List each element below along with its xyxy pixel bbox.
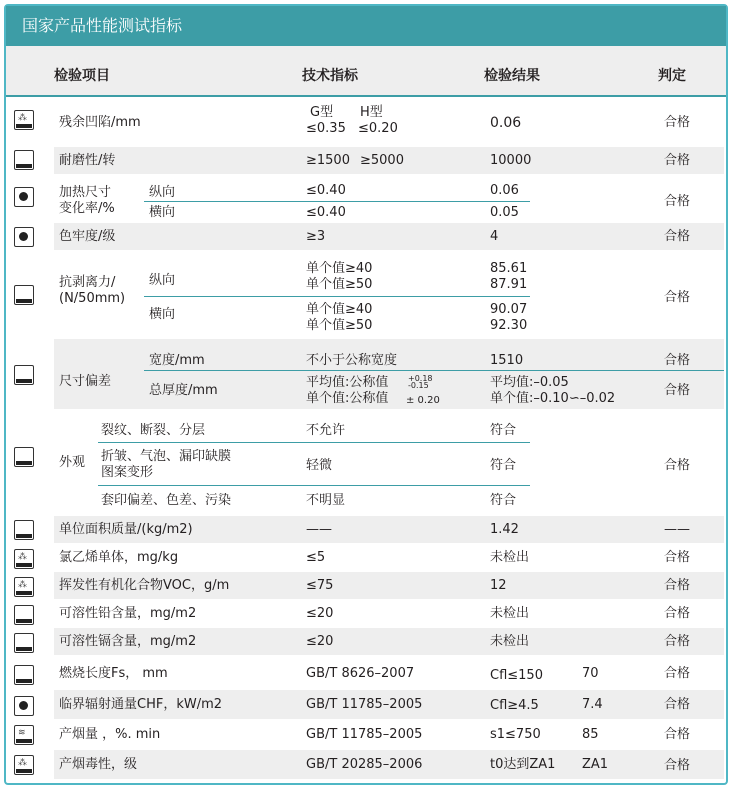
spec-value: ≤0.40 bbox=[306, 183, 346, 198]
result-value: 7.4 bbox=[582, 697, 603, 712]
result-value: 未检出 bbox=[490, 634, 530, 649]
table-row bbox=[54, 719, 724, 750]
sub-item-label: 折皱、气泡、漏印缺膜 bbox=[101, 449, 232, 464]
spec-value: 平均值:公称值 bbox=[306, 375, 389, 390]
table-row bbox=[54, 657, 724, 690]
result-value: 12 bbox=[490, 578, 507, 593]
color-fastness-icon bbox=[14, 227, 34, 247]
spec-value: 单个值≥50 bbox=[306, 277, 373, 292]
result-value: 0.05 bbox=[490, 205, 519, 220]
result-value: 0.06 bbox=[490, 183, 519, 198]
result-value: 10000 bbox=[490, 153, 532, 168]
verdict-value: 合格 bbox=[664, 290, 691, 305]
spec-value: GB/T 11785–2005 bbox=[306, 727, 423, 742]
table-row bbox=[54, 99, 724, 147]
sub-item-label: 纵向 bbox=[149, 273, 176, 288]
spec-value: ≤0.20 bbox=[358, 121, 398, 136]
appearance-icon bbox=[14, 447, 34, 467]
table-row bbox=[54, 690, 724, 719]
item-label: (N/50mm) bbox=[59, 291, 126, 306]
table-row bbox=[54, 409, 724, 516]
smoke-icon: ≋ bbox=[14, 725, 34, 745]
page-title: 国家产品性能测试指标 bbox=[6, 6, 726, 46]
verdict-value: 合格 bbox=[664, 634, 691, 649]
peel-strength-icon bbox=[14, 285, 34, 305]
dent-icon: ⁂ bbox=[14, 110, 34, 130]
verdict-value: —— bbox=[664, 522, 690, 537]
voc-icon: ⁂ bbox=[14, 577, 34, 597]
item-label: 尺寸偏差 bbox=[59, 374, 112, 389]
divider bbox=[144, 201, 530, 202]
spec-value: GB/T 8626–2007 bbox=[306, 666, 415, 681]
divider bbox=[98, 485, 530, 486]
sub-item-label: 总厚度/mm bbox=[149, 383, 218, 398]
result-value: 70 bbox=[582, 666, 599, 681]
spec-value: 单个值:公称值 bbox=[306, 391, 389, 406]
spec-value: 单个值≥50 bbox=[306, 318, 373, 333]
spec-value: 不明显 bbox=[306, 493, 346, 508]
lead-icon bbox=[14, 605, 34, 625]
item-label: 可溶性镉含量，mg/m2 bbox=[59, 634, 197, 649]
spec-value: ≤20 bbox=[306, 634, 334, 649]
result-value: 符合 bbox=[490, 493, 517, 508]
table-row bbox=[54, 174, 724, 223]
criterion-value: Cfl≥4.5 bbox=[490, 698, 539, 713]
divider bbox=[144, 296, 530, 297]
verdict-value: 合格 bbox=[664, 458, 691, 473]
spec-value: 单个值≥40 bbox=[306, 261, 373, 276]
smoke-toxicity-icon: ⁂ bbox=[14, 755, 34, 775]
table-row bbox=[54, 599, 724, 628]
sub-item-label: 横向 bbox=[149, 307, 176, 322]
criterion-value: Cfl≤150 bbox=[490, 668, 543, 683]
item-label: 燃烧长度Fs， mm bbox=[59, 666, 168, 681]
item-label: 抗剥离力/ bbox=[59, 275, 116, 290]
item-label: 耐磨性/转 bbox=[59, 153, 116, 168]
spec-value: ≥3 bbox=[306, 229, 326, 244]
item-label: 临界辐射通量CHF，kW/m2 bbox=[59, 697, 223, 712]
verdict-value: 合格 bbox=[664, 194, 691, 209]
spec-value: 轻微 bbox=[306, 458, 333, 473]
table-row bbox=[54, 250, 724, 339]
result-value: 1510 bbox=[490, 353, 524, 368]
result-value: 87.91 bbox=[490, 277, 528, 292]
item-label: 变化率/% bbox=[59, 201, 115, 216]
verdict-value: 合格 bbox=[664, 606, 691, 621]
table-row bbox=[54, 628, 724, 655]
spec-value: —— bbox=[306, 522, 332, 537]
item-label: 挥发性有机化合物VOC，g/m bbox=[59, 578, 230, 593]
result-value: 0.06 bbox=[490, 115, 522, 131]
spec-value: 不小于公称宽度 bbox=[306, 353, 398, 368]
verdict-value: 合格 bbox=[664, 115, 691, 130]
spec-type-g: G型 bbox=[310, 105, 334, 120]
item-label: 产烟毒性，级 bbox=[59, 757, 138, 772]
table-row bbox=[54, 543, 724, 572]
result-value: 85 bbox=[582, 727, 599, 742]
dimension-deviation-icon bbox=[14, 365, 34, 385]
result-value: 92.30 bbox=[490, 318, 528, 333]
spec-value: ≤0.35 bbox=[306, 121, 346, 136]
tolerance-upper: +0.18 bbox=[408, 374, 433, 383]
column-header-row bbox=[6, 46, 726, 97]
item-label: 单位面积质量/(kg/m2) bbox=[59, 522, 193, 537]
sub-item-label: 横向 bbox=[149, 205, 176, 220]
item-label: 加热尺寸 bbox=[59, 185, 112, 200]
heat-dimension-icon bbox=[14, 187, 34, 207]
verdict-value: 合格 bbox=[664, 153, 691, 168]
spec-value: ≥1500 bbox=[306, 153, 350, 168]
result-value: 平均值:–0.05 bbox=[490, 375, 569, 390]
sub-item-label: 纵向 bbox=[149, 185, 176, 200]
vinyl-chloride-icon: ⁂ bbox=[14, 549, 34, 569]
sub-item-label: 图案变形 bbox=[101, 465, 154, 480]
sub-item-label: 裂纹、断裂、分层 bbox=[101, 423, 206, 438]
result-value: 85.61 bbox=[490, 261, 528, 276]
table-row bbox=[54, 516, 724, 543]
table-row bbox=[54, 223, 724, 250]
verdict-value: 合格 bbox=[664, 578, 691, 593]
result-value: 符合 bbox=[490, 423, 517, 438]
item-label: 残余凹陷/mm bbox=[59, 115, 141, 130]
result-value: 符合 bbox=[490, 458, 517, 473]
spec-value: GB/T 20285–2006 bbox=[306, 757, 423, 772]
spec-value: ≤0.40 bbox=[306, 205, 346, 220]
divider bbox=[98, 442, 530, 443]
spec-value: 不允许 bbox=[306, 423, 346, 438]
verdict-value: 合格 bbox=[664, 666, 691, 681]
verdict-value: 合格 bbox=[664, 758, 691, 773]
sub-item-label: 套印偏差、色差、污染 bbox=[101, 493, 232, 508]
column-header-item: 检验项目 bbox=[54, 68, 110, 84]
spec-type-h: H型 bbox=[360, 105, 383, 120]
item-label: 产烟量 ，%. min bbox=[59, 727, 161, 742]
spec-value: ≤75 bbox=[306, 578, 334, 593]
item-label: 氯乙烯单体，mg/kg bbox=[59, 550, 179, 565]
item-label: 色牢度/级 bbox=[59, 229, 116, 244]
result-value: 90.07 bbox=[490, 302, 528, 317]
table-row bbox=[54, 339, 724, 409]
column-header-spec: 技术指标 bbox=[302, 68, 358, 84]
result-value: 4 bbox=[490, 229, 499, 244]
verdict-value: 合格 bbox=[664, 383, 691, 398]
result-value: 1.42 bbox=[490, 522, 519, 537]
product-test-table bbox=[4, 4, 728, 785]
verdict-value: 合格 bbox=[664, 229, 691, 244]
sub-item-label: 宽度/mm bbox=[149, 353, 205, 368]
spec-value: ≥5000 bbox=[360, 153, 404, 168]
verdict-value: 合格 bbox=[664, 353, 691, 368]
table-row bbox=[54, 572, 724, 599]
column-header-result: 检验结果 bbox=[484, 68, 540, 84]
tolerance-lower: -0.15 bbox=[408, 381, 429, 390]
result-value: 未检出 bbox=[490, 606, 530, 621]
column-header-verdict: 判定 bbox=[658, 68, 686, 84]
spec-value: GB/T 11785–2005 bbox=[306, 697, 423, 712]
cadmium-icon bbox=[14, 633, 34, 653]
verdict-value: 合格 bbox=[664, 550, 691, 565]
spec-value: ≤5 bbox=[306, 550, 326, 565]
item-label: 可溶性铅含量，mg/m2 bbox=[59, 606, 197, 621]
radiant-flux-icon bbox=[14, 696, 34, 716]
divider bbox=[144, 370, 724, 371]
result-value: 未检出 bbox=[490, 550, 530, 565]
criterion-value: t0达到ZA1 bbox=[490, 757, 556, 772]
verdict-value: 合格 bbox=[664, 727, 691, 742]
result-value: 单个值:–0.10∽–0.02 bbox=[490, 391, 616, 406]
flame-icon bbox=[14, 665, 34, 685]
item-label: 外观 bbox=[59, 455, 86, 470]
verdict-value: 合格 bbox=[664, 697, 691, 712]
area-mass-icon bbox=[14, 520, 34, 540]
spec-value: ≤20 bbox=[306, 606, 334, 621]
table-row bbox=[54, 750, 724, 779]
criterion-value: s1≤750 bbox=[490, 727, 541, 742]
table-row bbox=[54, 147, 724, 174]
abrasion-icon bbox=[14, 150, 34, 170]
spec-value: 单个值≥40 bbox=[306, 302, 373, 317]
result-value: ZA1 bbox=[582, 757, 609, 772]
tolerance-pm: ± 0.20 bbox=[406, 395, 440, 406]
